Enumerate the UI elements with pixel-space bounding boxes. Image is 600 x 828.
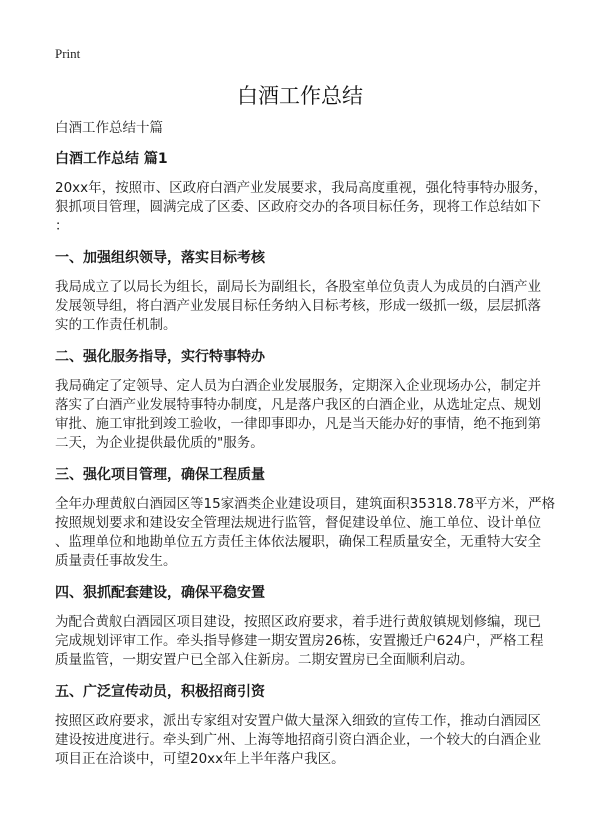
text-line: 完成规划评审工作。牵头指导修建一期安置房26栋，安置搬迁户624户，严格工程	[55, 633, 544, 649]
section-paragraph-4	[55, 613, 550, 670]
document-subtitle: 白酒工作总结十篇	[55, 120, 163, 136]
article-heading: 白酒工作总结 篇1	[55, 151, 168, 167]
text-line: 项目正在洽谈中，可望20xx年上半年落户我区。	[55, 751, 345, 767]
section-heading-3: 三、强化项目管理，确保工程质量	[55, 467, 265, 483]
text-line: ：	[55, 218, 69, 234]
section-paragraph-1	[55, 278, 550, 335]
section-paragraph-2	[55, 377, 550, 453]
section-heading-4: 四、狠抓配套建设，确保平稳安置	[55, 585, 265, 601]
text-line: 狠抓项目管理，圆满完成了区委、区政府交办的各项目标任务，现将工作总结如下	[55, 199, 541, 215]
text-line: 建设按进度进行。牵头到广州、上海等地招商引资白酒企业，一个较大的白酒企业	[55, 732, 541, 748]
text-line: 审批、施工审批到竣工验收，一律即事即办，凡是当天能办好的事情，绝不拖到第	[55, 416, 541, 432]
text-line: 全年办理黄舣白酒园区等15家酒类企业建设项目，建筑面积35318.78平方米，严格	[55, 496, 556, 512]
text-line: 质量监管，一期安置户已全部入住新房。二期安置房已全面顺利启动。	[55, 652, 474, 668]
section-paragraph-5	[55, 712, 550, 769]
section-paragraph-3	[55, 495, 556, 571]
section-heading-5: 五、广泛宣传动员，积极招商引资	[55, 684, 265, 700]
section-heading-2: 二、强化服务指导，实行特事特办	[55, 349, 265, 365]
text-line: 质量责任事故发生。	[55, 553, 177, 569]
text-line: 20xx年，按照市、区政府白酒产业发展要求，我局高度重视，强化特事特办服务，	[55, 180, 548, 196]
text-line: 发展领导组，将白酒产业发展目标任务纳入目标考核，形成一级抓一级，层层抓落	[55, 298, 541, 314]
section-heading-1: 一、加强组织领导，落实目标考核	[55, 250, 265, 266]
text-line: 、监理单位和地勘单位五方责任主体依法履职，确保工程质量安全，无重特大安全	[55, 534, 541, 550]
document-body	[55, 118, 556, 781]
intro-paragraph	[55, 179, 550, 236]
text-line: 我局成立了以局长为组长，副局长为副组长，各股室单位负责人为成员的白酒产业	[55, 279, 541, 295]
text-line: 按照区政府要求，派出专家组对安置户做大量深入细致的宣传工作，推动白酒园区	[55, 713, 541, 729]
page-title: 白酒工作总结	[237, 84, 363, 108]
text-line: 我局确定了定领导、定人员为白酒企业发展服务，定期深入企业现场办公，制定并	[55, 378, 541, 394]
text-line: 二天，为企业提供最优质的"服务。	[55, 435, 264, 451]
text-line: 落实了白酒产业发展特事特办制度，凡是落户我区的白酒企业，从选址定点、规划	[55, 397, 541, 413]
print-label: Print	[55, 46, 81, 61]
text-line: 实的工作责任机制。	[55, 317, 177, 333]
text-line: 按照规划要求和建设安全管理法规进行监管，督促建设单位、施工单位、设计单位	[55, 515, 541, 531]
text-line: 为配合黄舣白酒园区项目建设，按照区政府要求，着手进行黄舣镇规划修编，现已	[55, 614, 541, 630]
